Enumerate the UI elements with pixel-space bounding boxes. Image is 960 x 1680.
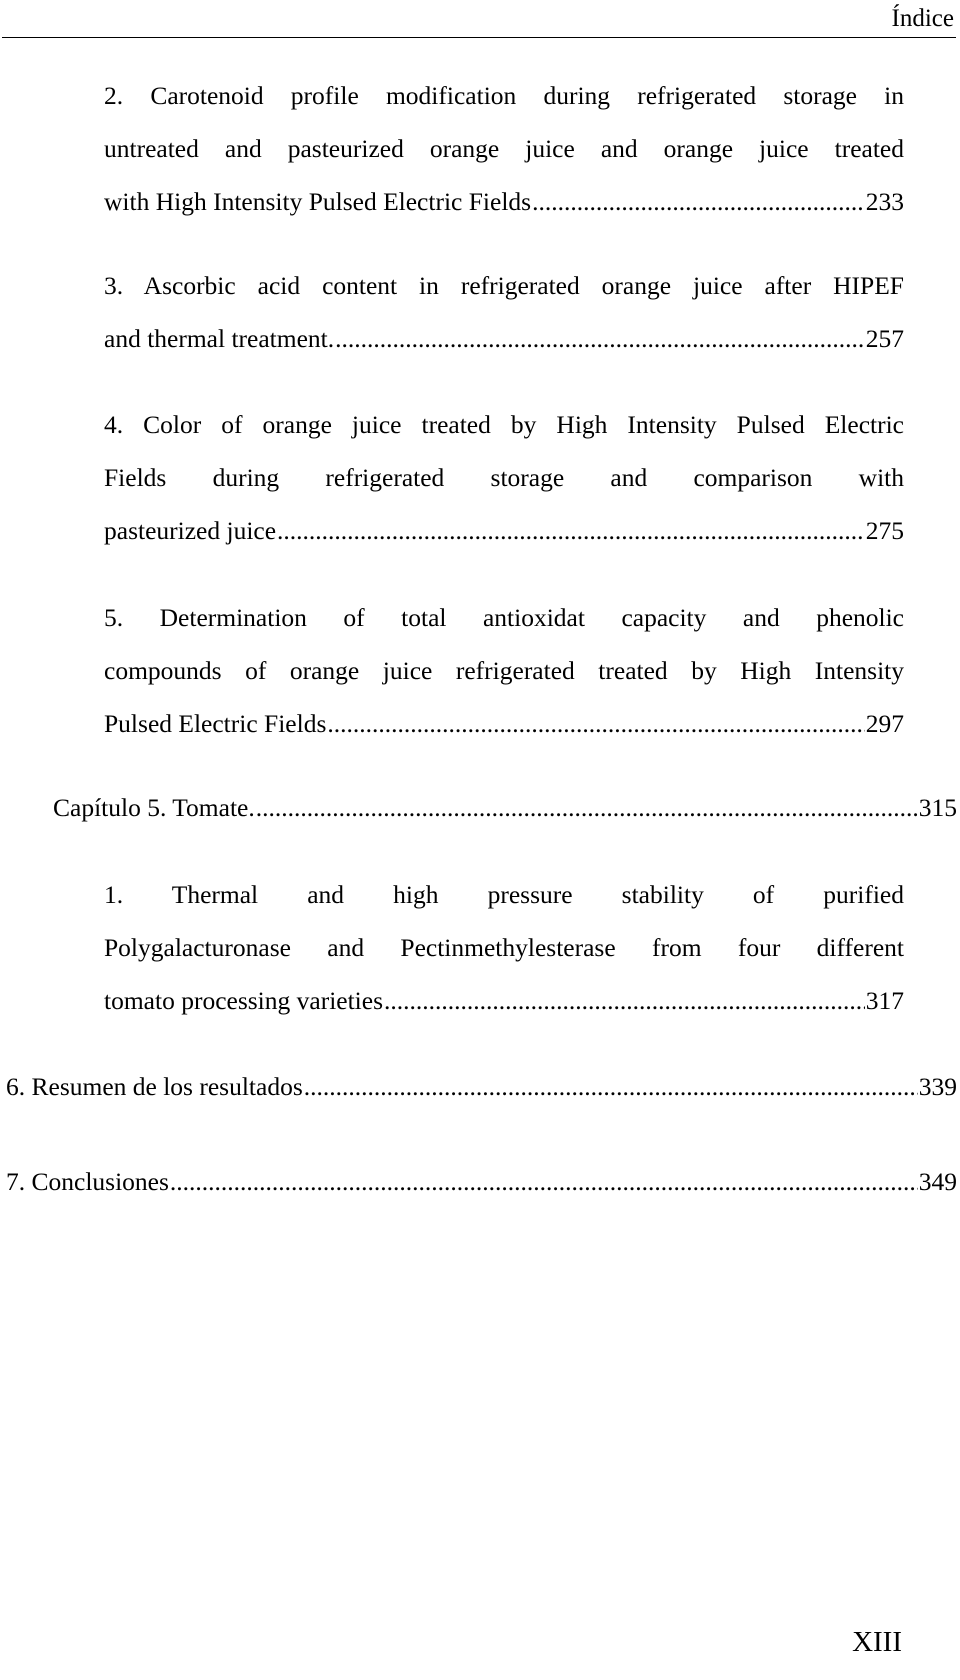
toc-entry-last-line [104, 312, 904, 365]
toc-entry-last-line [104, 504, 904, 557]
toc-entry-line: untreated and pasteurized orange juice and orange juice treated [104, 134, 904, 163]
toc-entry-text: pasteurized juice [104, 516, 277, 545]
toc-entry-ascorbic-acid[interactable] [104, 259, 904, 365]
toc-entry-last-line [104, 974, 904, 1027]
dot-leader [256, 781, 918, 834]
toc-entry-carotenoid-profile[interactable] [104, 69, 904, 228]
toc-entry-text: with High Intensity Pulsed Electric Fields [104, 187, 532, 216]
toc-page-number: 339 [918, 1072, 957, 1101]
section-header-title: Índice [891, 5, 954, 32]
toc-page-number: 349 [918, 1167, 957, 1196]
toc-entry-line: 3. Ascorbic acid content in refrigerated orange juice after HIPEF [104, 271, 904, 300]
toc-page-number: 275 [865, 516, 904, 545]
toc-entry-color-orange-juice[interactable] [104, 398, 904, 557]
toc-entry-antioxidant-capacity[interactable] [104, 591, 904, 750]
toc-entry-line: compounds of orange juice refrigerated treated by High Intensity [104, 656, 904, 685]
toc-entry-last-line [104, 697, 904, 750]
dot-leader [384, 974, 865, 1027]
dot-leader [304, 1060, 918, 1113]
dot-leader [335, 312, 865, 365]
toc-entry-text: 7. Conclusiones [6, 1167, 169, 1196]
toc-page-number: 233 [865, 187, 904, 216]
toc-page-number: 297 [865, 709, 904, 738]
page-number-footer: XIII [852, 1626, 902, 1658]
toc-entry-last-line [6, 1155, 957, 1208]
toc-entry-text: Pulsed Electric Fields [104, 709, 327, 738]
toc-entry-last-line [53, 781, 957, 834]
toc-entry-line: 5. Determination of total antioxidat capacity and phenolic [104, 603, 904, 632]
toc-entry-line: Fields during refrigerated storage and comparison with [104, 463, 904, 492]
dot-leader [327, 697, 864, 750]
toc-page-number: 257 [865, 324, 904, 353]
toc-entry-resumen-resultados[interactable] [6, 1060, 957, 1113]
toc-entry-text: 6. Resumen de los resultados [6, 1072, 303, 1101]
dot-leader [277, 504, 865, 557]
header-divider [2, 37, 956, 38]
toc-page-number: 317 [865, 986, 904, 1015]
toc-page-number: 315 [918, 793, 957, 822]
toc-entry-thermal-high-pressure[interactable] [104, 868, 904, 1027]
dot-leader [532, 175, 865, 228]
toc-entry-text: tomato processing varieties [104, 986, 384, 1015]
toc-entry-last-line [6, 1060, 957, 1113]
toc-entry-line: 2. Carotenoid profile modification during refrigerated storage in [104, 81, 904, 110]
dot-leader [170, 1155, 918, 1208]
toc-entry-last-line [104, 175, 904, 228]
toc-entry-text: and thermal treatment. [104, 324, 335, 353]
toc-entry-text: Capítulo 5. Tomate. [53, 793, 255, 822]
toc-entry-chapter-5-tomate[interactable] [53, 781, 957, 834]
toc-entry-line: 4. Color of orange juice treated by High Intensity Pulsed Electric [104, 410, 904, 439]
toc-entry-line: Polygalacturonase and Pectinmethylesterase from four different [104, 933, 904, 962]
toc-entry-line: 1. Thermal and high pressure stability of purified [104, 880, 904, 909]
toc-entry-conclusiones[interactable] [6, 1155, 957, 1208]
